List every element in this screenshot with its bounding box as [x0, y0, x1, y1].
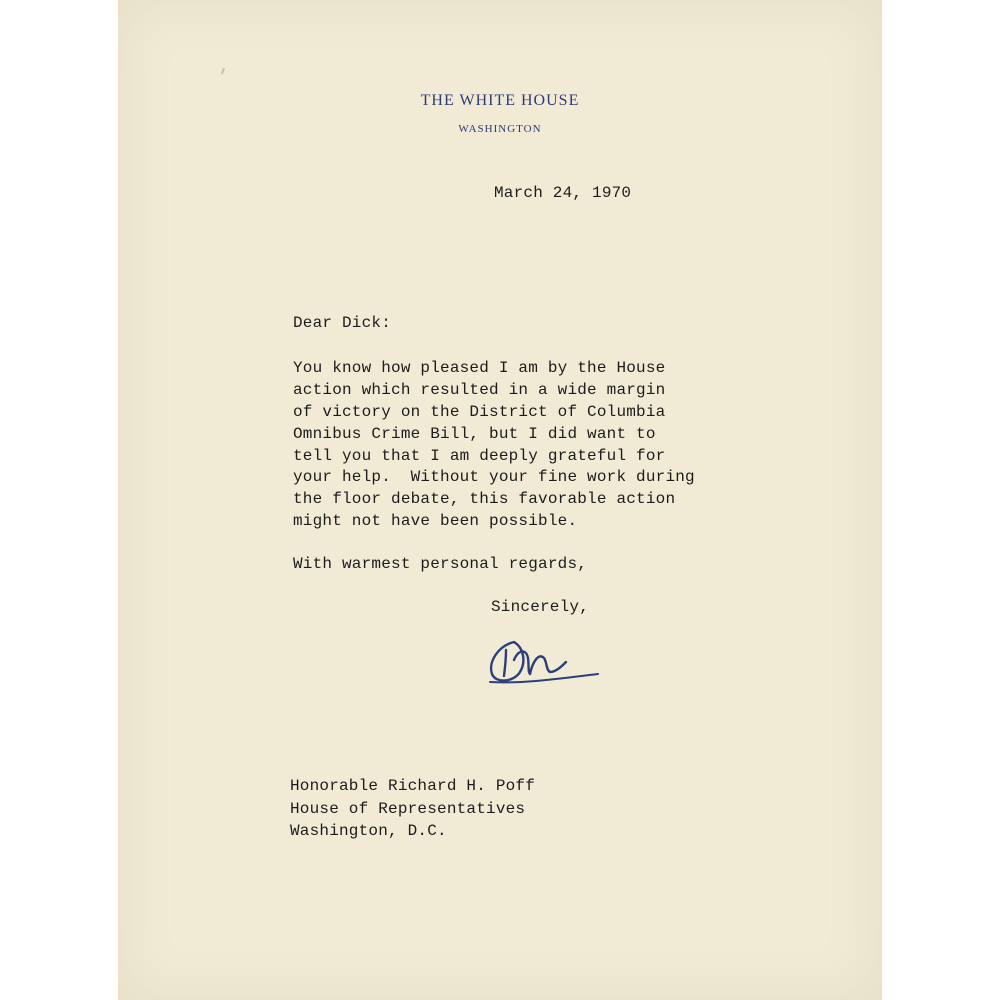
address-line: Honorable Richard H. Poff — [290, 777, 536, 795]
body-line: your help. Without your fine work during — [293, 468, 695, 487]
letterhead-title: THE WHITE HOUSE — [420, 92, 580, 109]
salutation: Dear Dick: — [293, 314, 392, 332]
letter-date: March 24, 1970 — [494, 184, 632, 202]
signature — [484, 628, 604, 692]
address-line: Washington, D.C. — [290, 822, 447, 840]
body-line: Omnibus Crime Bill, but I did want to — [293, 424, 656, 443]
signoff: Sincerely, — [491, 598, 590, 616]
letterhead-subtitle: WASHINGTON — [458, 123, 542, 135]
recipient-address — [290, 775, 535, 843]
body-line: of victory on the District of Columbia — [293, 402, 666, 421]
signature-stroke — [504, 650, 506, 676]
closing-line: With warmest personal regards, — [293, 555, 588, 573]
address-line: House of Representatives — [290, 799, 526, 818]
body-line: You know how pleased I am by the House — [293, 359, 666, 377]
body-line: action which resulted in a wide margin — [293, 380, 666, 399]
body-line: tell you that I am deeply grateful for — [293, 446, 666, 465]
body-line: the floor debate, this favorable action — [293, 490, 676, 509]
signature-stroke — [491, 642, 523, 681]
letter-body — [293, 358, 695, 533]
body-line: might not have been possible. — [293, 512, 578, 531]
